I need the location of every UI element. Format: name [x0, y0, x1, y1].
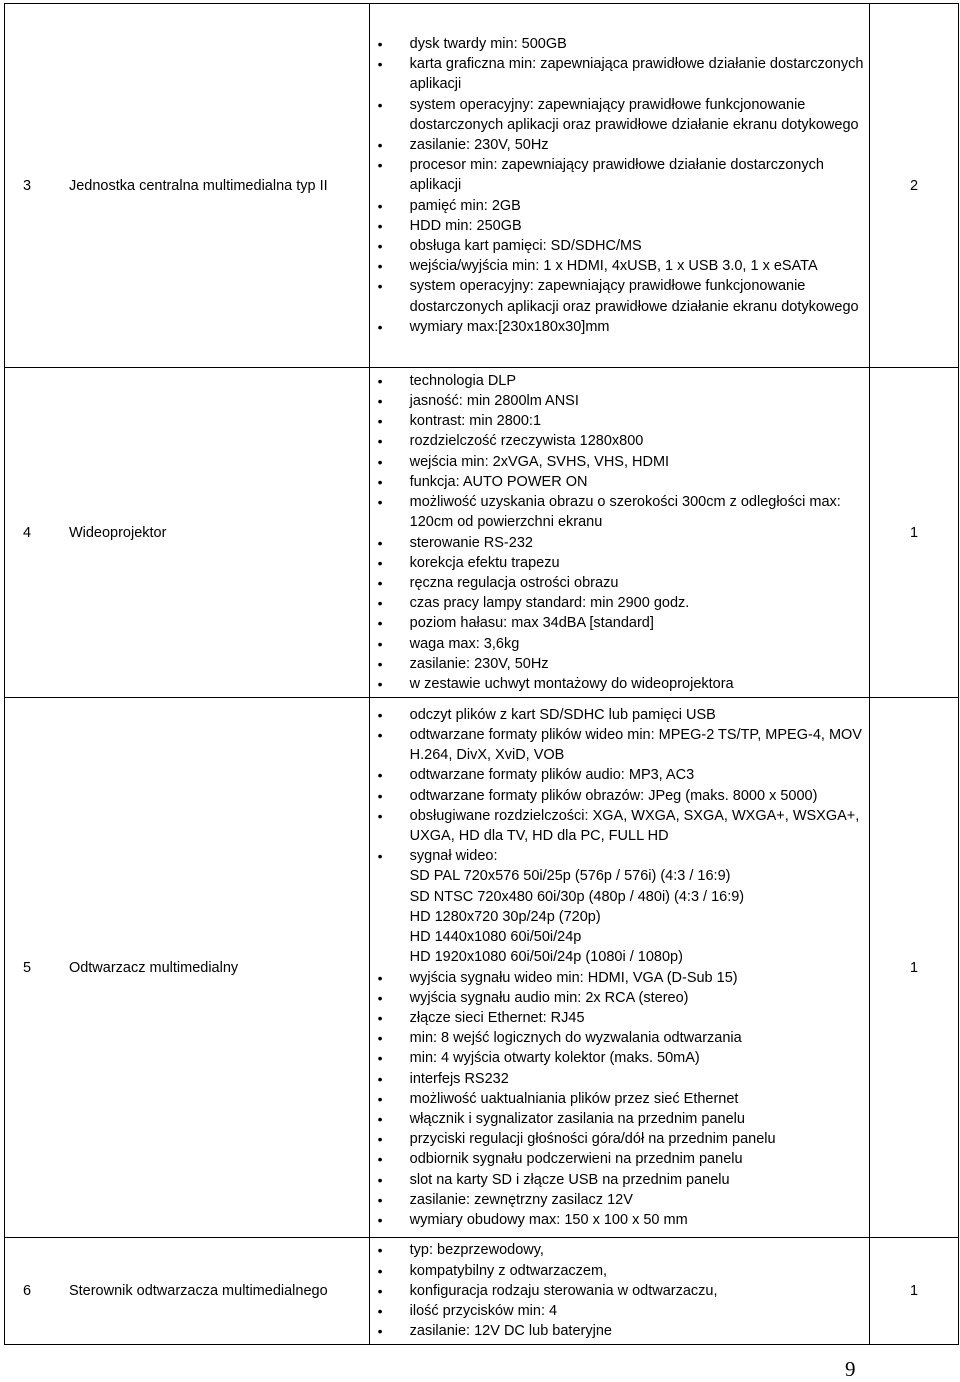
table-row: [5, 4, 959, 368]
spec-list-item: • procesor min: zapewniający prawidłowe działanie dostarczonych aplikacji: [410, 155, 869, 195]
spec-list-item: • złącze sieci Ethernet: RJ45: [410, 1008, 869, 1028]
spec-list-item: • interfejs RS232: [410, 1069, 869, 1089]
spec-list-item: • pamięć min: 2GB: [410, 196, 869, 216]
spec-list-item: • wymiary max:[230x180x30]mm: [410, 317, 869, 337]
spec-list-item: • typ: bezprzewodowy,: [410, 1240, 869, 1260]
spec-list-item: • możliwość uaktualniania plików przez sieć Ethernet: [410, 1089, 869, 1109]
spec-list-item: • włącznik i sygnalizator zasilania na przednim panelu: [410, 1109, 869, 1129]
spec-list-item: • odtwarzane formaty plików wideo min: MPEG-2 TS/TP, MPEG-4, MOV H.264, DivX, XviD, VOB: [410, 725, 869, 765]
item-quantity: 1: [870, 698, 959, 1238]
spec-list-item: • min: 8 wejść logicznych do wyzwalania odtwarzania: [410, 1028, 869, 1048]
spec-list-item: • w zestawie uchwyt montażowy do wideoprojektora: [410, 674, 869, 694]
spec-list-item: • wyjścia sygnału wideo min: HDMI, VGA (D-Sub 15): [410, 968, 869, 988]
item-number: 4: [5, 368, 67, 698]
spec-list: [370, 705, 869, 1230]
spec-list-item: • wyjścia sygnału audio min: 2x RCA (stereo): [410, 988, 869, 1008]
item-name: Odtwarzacz multimedialny: [67, 698, 369, 1238]
spec-list: [370, 34, 869, 337]
spec-list-item: • możliwość uzyskania obrazu o szerokości 300cm z odległości max: 120cm od powierzchni ekranu: [410, 492, 869, 532]
table-row: [5, 1238, 959, 1345]
item-number: 5: [5, 698, 67, 1238]
item-number: 6: [5, 1238, 67, 1345]
spec-list-item: • system operacyjny: zapewniający prawidłowe funkcjonowanie dostarczonych aplikacji oraz prawidłowe działanie ekranu dotykowego: [410, 95, 869, 135]
page-number: 9: [845, 1357, 856, 1381]
table-row: [5, 368, 959, 698]
spec-list-item: • wymiary obudowy max: 150 x 100 x 50 mm: [410, 1210, 869, 1230]
spec-list-item: • przyciski regulacji głośności góra/dół na przednim panelu: [410, 1129, 869, 1149]
spec-list-item: • wejścia/wyjścia min: 1 x HDMI, 4xUSB, 1 x USB 3.0, 1 x eSATA: [410, 256, 869, 276]
spec-list-item: • kompatybilny z odtwarzaczem,: [410, 1261, 869, 1281]
spec-list-item: • technologia DLP: [410, 371, 869, 391]
spec-list-item: • sterowanie RS-232: [410, 533, 869, 553]
item-name: Wideoprojektor: [67, 368, 369, 698]
spec-list-item: • czas pracy lampy standard: min 2900 godz.: [410, 593, 869, 613]
item-specification: [369, 4, 869, 368]
spec-list-item: • karta graficzna min: zapewniająca prawidłowe działanie dostarczonych aplikacji: [410, 54, 869, 94]
spec-list-item: • ręczna regulacja ostrości obrazu: [410, 573, 869, 593]
spec-list-item: • min: 4 wyjścia otwarty kolektor (maks. 50mA): [410, 1048, 869, 1068]
item-number: 3: [5, 4, 67, 368]
spec-list-item: • slot na karty SD i złącze USB na przednim panelu: [410, 1170, 869, 1190]
spec-list-item: • rozdzielczość rzeczywista 1280x800: [410, 431, 869, 451]
spec-list-item: • korekcja efektu trapezu: [410, 553, 869, 573]
spec-list: [370, 371, 869, 694]
spec-list-item: • sygnał wideo: SD PAL 720x576 50i/25p (576p / 576i) (4:3 / 16:9) SD NTSC 720x480 60i/30p (480p / 480i) (4:3 / 16:9) HD 1280x720 30p/24p (720p) HD 1440x1080 60i/50i/24p HD 1920x1080 60i/50i/24p (1080i / 1080p): [410, 846, 869, 967]
spec-list-item: • dysk twardy min: 500GB: [410, 34, 869, 54]
spec-list-item: • zasilanie: 230V, 50Hz: [410, 135, 869, 155]
spec-list-item: • kontrast: min 2800:1: [410, 411, 869, 431]
item-quantity: 1: [870, 368, 959, 698]
item-quantity: 1: [870, 1238, 959, 1345]
spec-list-item: • obsługa kart pamięci: SD/SDHC/MS: [410, 236, 869, 256]
spec-list-item: • obsługiwane rozdzielczości: XGA, WXGA, SXGA, WXGA+, WSXGA+, UXGA, HD dla TV, HD dla PC, FULL HD: [410, 806, 869, 846]
table-row: [5, 698, 959, 1238]
specification-table: [4, 3, 959, 1345]
spec-list-item: • ilość przycisków min: 4: [410, 1301, 869, 1321]
spec-list-item: • odtwarzane formaty plików audio: MP3, AC3: [410, 765, 869, 785]
spec-list-item: • system operacyjny: zapewniający prawidłowe funkcjonowanie dostarczonych aplikacji oraz prawidłowe działanie ekranu dotykowego: [410, 276, 869, 316]
spec-list-item: • HDD min: 250GB: [410, 216, 869, 236]
spec-list-item: • zasilanie: 230V, 50Hz: [410, 654, 869, 674]
item-specification: [369, 368, 869, 698]
spec-list-item: • odczyt plików z kart SD/SDHC lub pamięci USB: [410, 705, 869, 725]
item-name: Jednostka centralna multimedialna typ II: [67, 4, 369, 368]
spec-list-item: • poziom hałasu: max 34dBA [standard]: [410, 613, 869, 633]
item-quantity: 2: [870, 4, 959, 368]
spec-list-item: • wejścia min: 2xVGA, SVHS, VHS, HDMI: [410, 452, 869, 472]
item-specification: [369, 698, 869, 1238]
spec-list-item: • odtwarzane formaty plików obrazów: JPeg (maks. 8000 x 5000): [410, 786, 869, 806]
spec-list-item: • zasilanie: zewnętrzny zasilacz 12V: [410, 1190, 869, 1210]
spec-list-item: • odbiornik sygnału podczerwieni na przednim panelu: [410, 1149, 869, 1169]
spec-list-item: • waga max: 3,6kg: [410, 634, 869, 654]
spec-list-item: • konfiguracja rodzaju sterowania w odtwarzaczu,: [410, 1281, 869, 1301]
spec-list-item: • funkcja: AUTO POWER ON: [410, 472, 869, 492]
item-specification: [369, 1238, 869, 1345]
item-name: Sterownik odtwarzacza multimedialnego: [67, 1238, 369, 1345]
spec-list: [370, 1240, 869, 1341]
spec-list-item: • zasilanie: 12V DC lub bateryjne: [410, 1321, 869, 1341]
spec-list-item: • jasność: min 2800lm ANSI: [410, 391, 869, 411]
